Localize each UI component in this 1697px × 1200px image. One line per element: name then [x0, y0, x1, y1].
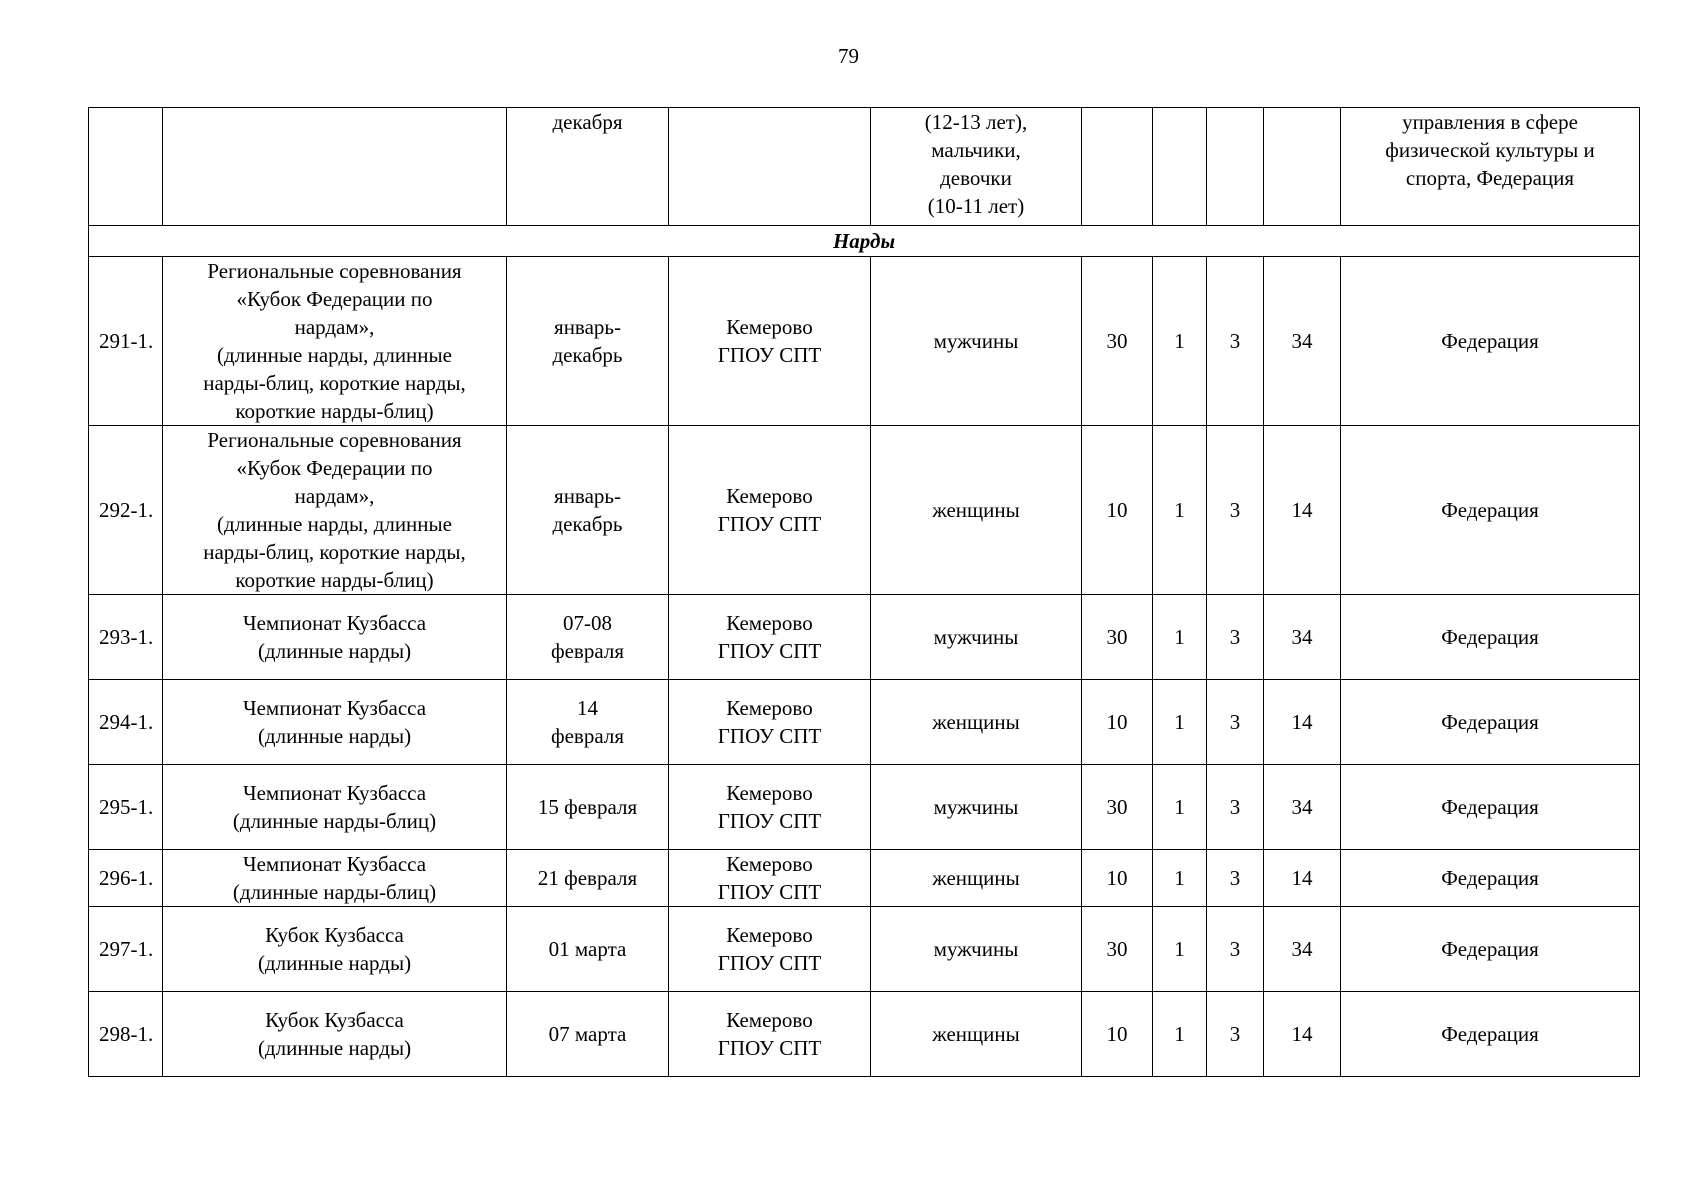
cell-id: 293-1.: [89, 595, 163, 680]
cell-coaches: [1207, 108, 1264, 226]
cell-id: 298-1.: [89, 992, 163, 1077]
cell-name: Кубок Кузбасса (длинные нарды): [163, 992, 507, 1077]
cell-total: [1264, 108, 1341, 226]
cell-athletes: 10: [1082, 850, 1153, 907]
cell-responsible: Федерация: [1341, 992, 1640, 1077]
cell-responsible: Федерация: [1341, 850, 1640, 907]
cell-dates: январь- декабрь: [507, 426, 669, 595]
cell-judges: 1: [1153, 992, 1207, 1077]
cell-name: Региональные соревнования «Кубок Федерации по нардам», (длинные нарды, длинные нарды-блиц, короткие нарды, короткие нарды-блиц): [163, 426, 507, 595]
cell-place: Кемерово ГПОУ СПТ: [669, 850, 871, 907]
cell-athletes: 10: [1082, 992, 1153, 1077]
table-row: [89, 992, 1640, 1077]
cell-id: 292-1.: [89, 426, 163, 595]
cell-name: Чемпионат Кузбасса (длинные нарды-блиц): [163, 765, 507, 850]
cell-responsible: Федерация: [1341, 765, 1640, 850]
table-row: [89, 257, 1640, 426]
continuation-row: [89, 108, 1640, 226]
cell-judges: 1: [1153, 765, 1207, 850]
cell-responsible: Федерация: [1341, 907, 1640, 992]
section-row: [89, 226, 1640, 257]
cell-id: 297-1.: [89, 907, 163, 992]
cell-dates: 15 февраля: [507, 765, 669, 850]
cell-dates: январь- декабрь: [507, 257, 669, 426]
cell-athletes: 30: [1082, 595, 1153, 680]
table-row: [89, 426, 1640, 595]
cell-name: Чемпионат Кузбасса (длинные нарды): [163, 680, 507, 765]
cell-participants: (12-13 лет), мальчики, девочки (10-11 лет): [871, 108, 1082, 226]
cell-responsible: Федерация: [1341, 595, 1640, 680]
cell-judges: 1: [1153, 595, 1207, 680]
cell-judges: [1153, 108, 1207, 226]
cell-id: 296-1.: [89, 850, 163, 907]
cell-place: Кемерово ГПОУ СПТ: [669, 595, 871, 680]
cell-total: 14: [1264, 426, 1341, 595]
table-row: [89, 907, 1640, 992]
cell-participants: мужчины: [871, 257, 1082, 426]
cell-name: [163, 108, 507, 226]
cell-participants: женщины: [871, 426, 1082, 595]
cell-responsible: управления в сфере физической культуры и спорта, Федерация: [1341, 108, 1640, 226]
cell-responsible: Федерация: [1341, 257, 1640, 426]
cell-judges: 1: [1153, 850, 1207, 907]
cell-name: Чемпионат Кузбасса (длинные нарды-блиц): [163, 850, 507, 907]
cell-place: Кемерово ГПОУ СПТ: [669, 426, 871, 595]
events-table: [88, 107, 1640, 1077]
cell-dates: 01 марта: [507, 907, 669, 992]
cell-athletes: 30: [1082, 907, 1153, 992]
cell-id: 291-1.: [89, 257, 163, 426]
cell-athletes: 30: [1082, 765, 1153, 850]
cell-responsible: Федерация: [1341, 426, 1640, 595]
table-row: [89, 680, 1640, 765]
cell-athletes: 30: [1082, 257, 1153, 426]
cell-total: 34: [1264, 765, 1341, 850]
cell-participants: женщины: [871, 680, 1082, 765]
cell-coaches: 3: [1207, 680, 1264, 765]
cell-place: Кемерово ГПОУ СПТ: [669, 680, 871, 765]
cell-judges: 1: [1153, 257, 1207, 426]
cell-total: 34: [1264, 907, 1341, 992]
cell-dates: декабря: [507, 108, 669, 226]
table-row: [89, 765, 1640, 850]
cell-name: Кубок Кузбасса (длинные нарды): [163, 907, 507, 992]
cell-athletes: 10: [1082, 680, 1153, 765]
cell-total: 34: [1264, 257, 1341, 426]
cell-participants: мужчины: [871, 595, 1082, 680]
table-row: [89, 850, 1640, 907]
cell-place: Кемерово ГПОУ СПТ: [669, 992, 871, 1077]
cell-id: [89, 108, 163, 226]
cell-dates: 21 февраля: [507, 850, 669, 907]
cell-id: 295-1.: [89, 765, 163, 850]
cell-name: Чемпионат Кузбасса (длинные нарды): [163, 595, 507, 680]
cell-participants: женщины: [871, 850, 1082, 907]
cell-dates: 07 марта: [507, 992, 669, 1077]
cell-place: Кемерово ГПОУ СПТ: [669, 907, 871, 992]
cell-coaches: 3: [1207, 257, 1264, 426]
cell-participants: мужчины: [871, 765, 1082, 850]
table-row: [89, 595, 1640, 680]
page-number: 79: [838, 44, 859, 68]
cell-dates: 14 февраля: [507, 680, 669, 765]
cell-total: 14: [1264, 680, 1341, 765]
cell-coaches: 3: [1207, 850, 1264, 907]
cell-participants: мужчины: [871, 907, 1082, 992]
cell-total: 14: [1264, 992, 1341, 1077]
cell-id: 294-1.: [89, 680, 163, 765]
cell-athletes: [1082, 108, 1153, 226]
cell-judges: 1: [1153, 907, 1207, 992]
cell-coaches: 3: [1207, 992, 1264, 1077]
cell-participants: женщины: [871, 992, 1082, 1077]
cell-athletes: 10: [1082, 426, 1153, 595]
cell-responsible: Федерация: [1341, 680, 1640, 765]
cell-place: Кемерово ГПОУ СПТ: [669, 765, 871, 850]
cell-coaches: 3: [1207, 426, 1264, 595]
cell-dates: 07-08 февраля: [507, 595, 669, 680]
cell-judges: 1: [1153, 426, 1207, 595]
cell-coaches: 3: [1207, 595, 1264, 680]
cell-place: Кемерово ГПОУ СПТ: [669, 257, 871, 426]
cell-coaches: 3: [1207, 765, 1264, 850]
cell-name: Региональные соревнования «Кубок Федерации по нардам», (длинные нарды, длинные нарды-блиц, короткие нарды, короткие нарды-блиц): [163, 257, 507, 426]
cell-place: [669, 108, 871, 226]
cell-total: 34: [1264, 595, 1341, 680]
cell-total: 14: [1264, 850, 1341, 907]
section-title: Нарды: [89, 226, 1640, 257]
cell-judges: 1: [1153, 680, 1207, 765]
cell-coaches: 3: [1207, 907, 1264, 992]
